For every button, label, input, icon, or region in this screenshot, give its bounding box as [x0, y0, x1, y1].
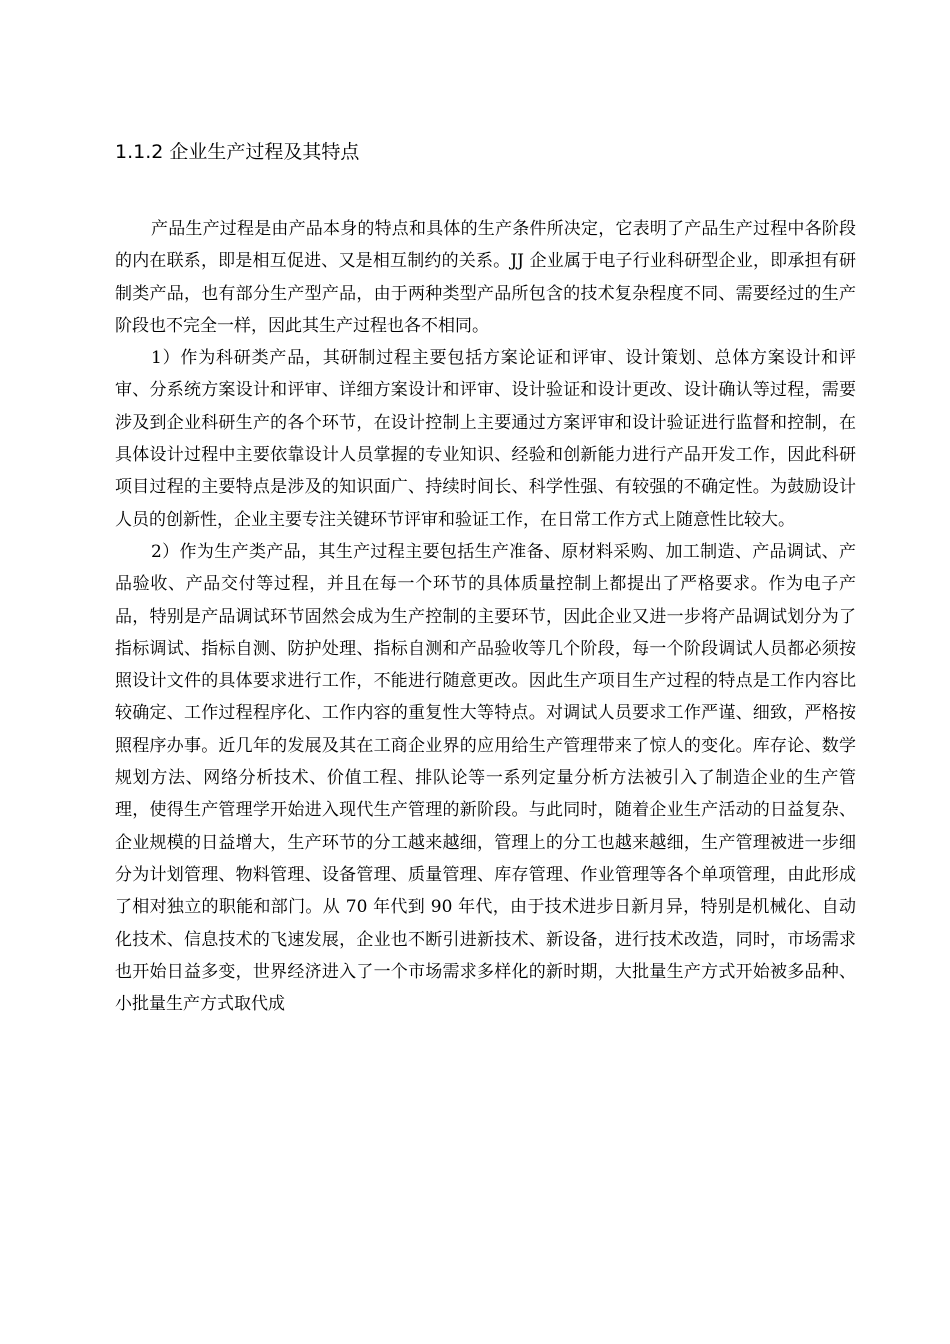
body-text: [115, 213, 856, 1020]
paragraph-production-products: 2）作为生产类产品，其生产过程主要包括生产准备、原材料采购、加工制造、产品调试、产品验收、产品交付等过程，并且在每一个环节的具体质量控制上都提出了严格要求。作为电子产品，特别是产品调试环节固然会成为生产控制的主要环节，因此企业又进一步将产品调试划分为了指标调试、指标自测、防护处理、指标自测和产品验收等几个阶段，每一个阶段调试人员都必须按照设计文件的具体要求进行工作，不能进行随意更改。因此生产项目生产过程的特点是工作内容比较确定、工作过程程序化、工作内容的重复性大等特点。对调试人员要求工作严谨、细致，严格按照程序办事。近几年的发展及其在工商企业界的应用给生产管理带来了惊人的变化。库存论、数学规划方法、网络分析技术、价值工程、排队论等一系列定量分析方法被引入了制造企业的生产管理，使得生产管理学开始进入现代生产管理的新阶段。与此同时，随着企业生产活动的日益复杂、企业规模的日益增大，生产环节的分工越来越细，管理上的分工也越来越细，生产管理被进一步细分为计划管理、物料管理、设备管理、质量管理、库存管理、作业管理等各个单项管理，由此形成了相对独立的职能和部门。从 70 年代到 90 年代，由于技术进步日新月异，特别是机械化、自动化技术、信息技术的飞速发展，企业也不断引进新技术、新设备，进行技术改造，同时，市场需求也开始日益多变，世界经济进入了一个市场需求多样化的新时期，大批量生产方式开始被多品种、小批量生产方式取代成: [115, 541, 856, 1015]
paragraph-intro: 产品生产过程是由产品本身的特点和具体的生产条件所决定，它表明了产品生产过程中各阶段的内在联系，即是相互促进、又是相互制约的关系。JJ 企业属于电子行业科研型企业，即承担有研制类产品，也有部分生产型产品，由于两种类型产品所包含的技术复杂程度不同、需要经过的生产阶段也不完全一样，因此其生产过程也各不相同。: [115, 219, 856, 336]
section-heading: 1.1.2 企业生产过程及其特点: [115, 141, 360, 163]
paragraph-research-products: 1）作为科研类产品，其研制过程主要包括方案论证和评审、设计策划、总体方案设计和评审、分系统方案设计和评审、详细方案设计和评审、设计验证和设计更改、设计确认等过程，需要涉及到企业科研生产的各个环节，在设计控制上主要通过方案评审和设计验证进行监督和控制，在具体设计过程中主要依靠设计人员掌握的专业知识、经验和创新能力进行产品开发工作，因此科研项目过程的主要特点是涉及的知识面广、持续时间长、科学性强、有较强的不确定性。为鼓励设计人员的创新性，企业主要专注关键环节评审和验证工作，在日常工作方式上随意性比较大。: [115, 348, 856, 530]
